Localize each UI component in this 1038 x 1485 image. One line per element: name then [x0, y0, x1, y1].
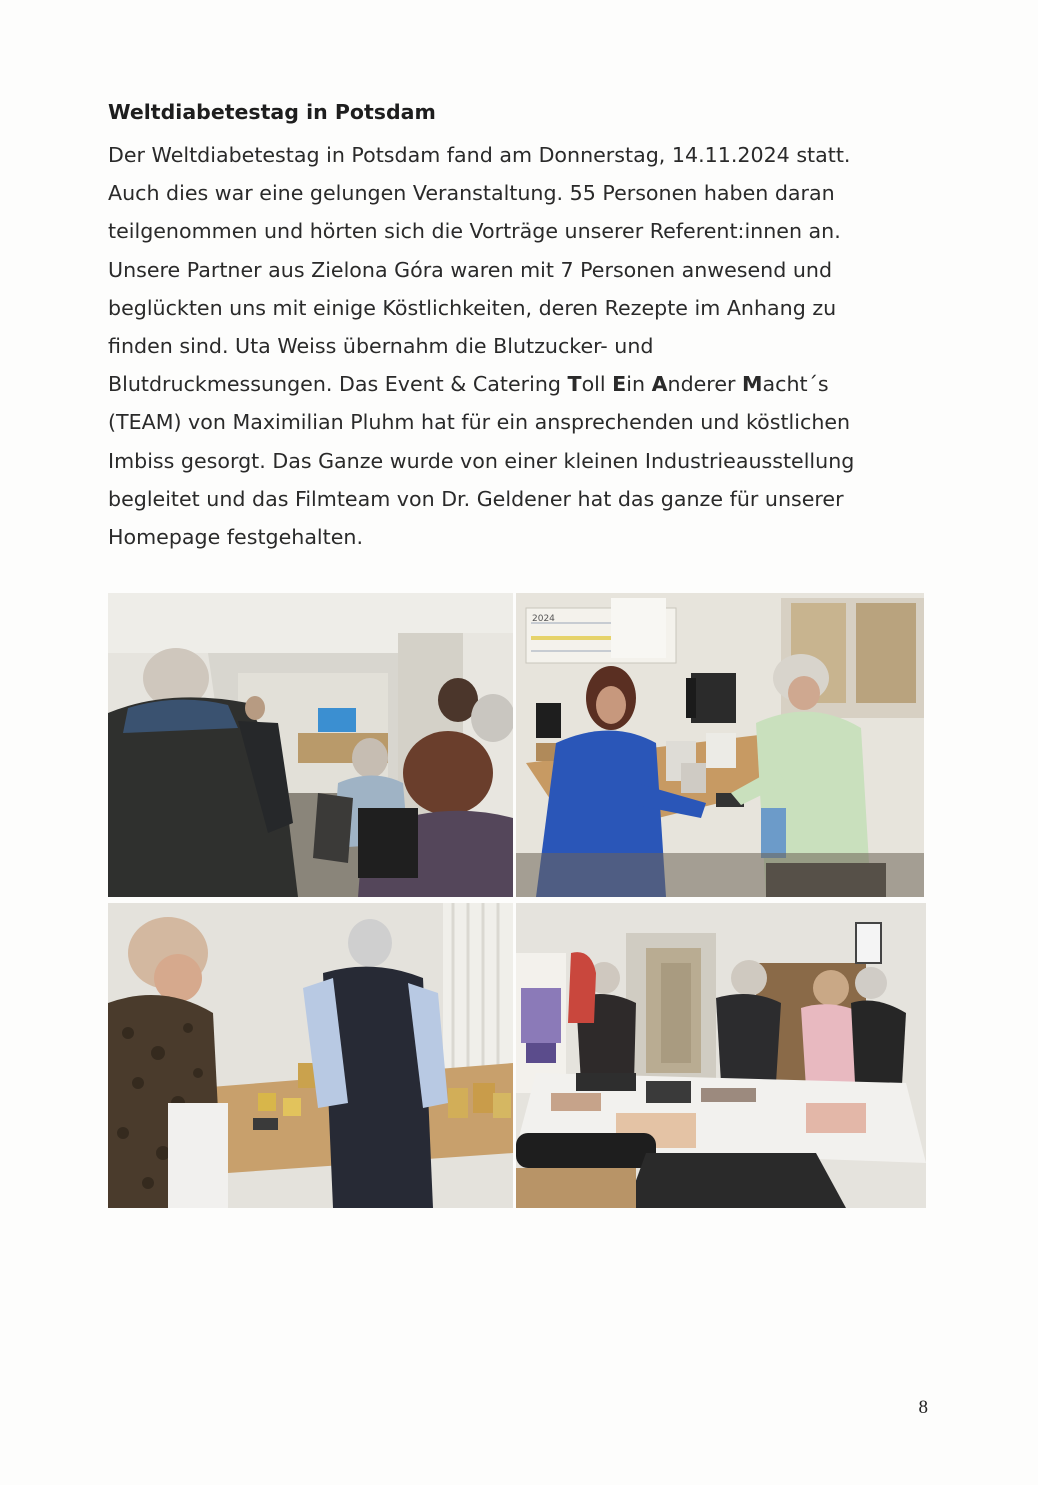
- photo-lecture-audience: [108, 593, 513, 897]
- text-line: finden sind. Uta Weiss übernahm die Blutzucker- und: [108, 334, 654, 359]
- text-line: (TEAM) von Maximilian Pluhm hat für ein ansprechenden und köstlichen: [108, 410, 851, 435]
- text-segment: nderer: [667, 372, 743, 397]
- text-segment: in: [626, 372, 652, 397]
- text-line: Imbiss gesorgt. Das Ganze wurde von einer kleinen Industrieausstellung: [108, 448, 855, 473]
- text-line: Homepage festgehalten.: [108, 525, 363, 550]
- acronym-letter: E: [612, 372, 627, 397]
- text-line: Der Weltdiabetestag in Potsdam fand am Donnerstag, 14.11.2024 statt.: [108, 143, 851, 167]
- photo-industry-exhibition: [516, 903, 926, 1208]
- text-segment: Blutdruckmessungen. Das Event & Catering: [108, 372, 568, 397]
- text-line: teilgenommen und hörten sich die Vorträge unserer Referent:innen an.: [108, 219, 841, 244]
- text-line: beglückten uns mit einige Köstlichkeiten, deren Rezepte im Anhang zu: [108, 295, 837, 320]
- text-segment: acht´s: [762, 372, 829, 397]
- photo-food-buffet: [108, 903, 513, 1208]
- body-paragraph: [108, 136, 928, 556]
- section-heading: Weltdiabetestag in Potsdam: [108, 100, 436, 124]
- acronym-letter: A: [651, 372, 668, 397]
- text-line: Unsere Partner aus Zielona Góra waren mit 7 Personen anwesend und: [108, 257, 833, 282]
- acronym-letter: T: [567, 372, 582, 397]
- calendar-year: 2024: [532, 614, 555, 624]
- text-line: Auch dies war eine gelungen Veranstaltung. 55 Personen haben daran: [108, 181, 835, 206]
- text-line: begleitet und das Filmteam von Dr. Geldener hat das ganze für unserer: [108, 486, 844, 511]
- photo-blood-sugar-measurement: [516, 593, 924, 897]
- acronym-letter: M: [742, 372, 763, 397]
- text-line-team: [108, 365, 928, 403]
- page-number: 8: [918, 1397, 928, 1418]
- text-segment: oll: [581, 372, 613, 397]
